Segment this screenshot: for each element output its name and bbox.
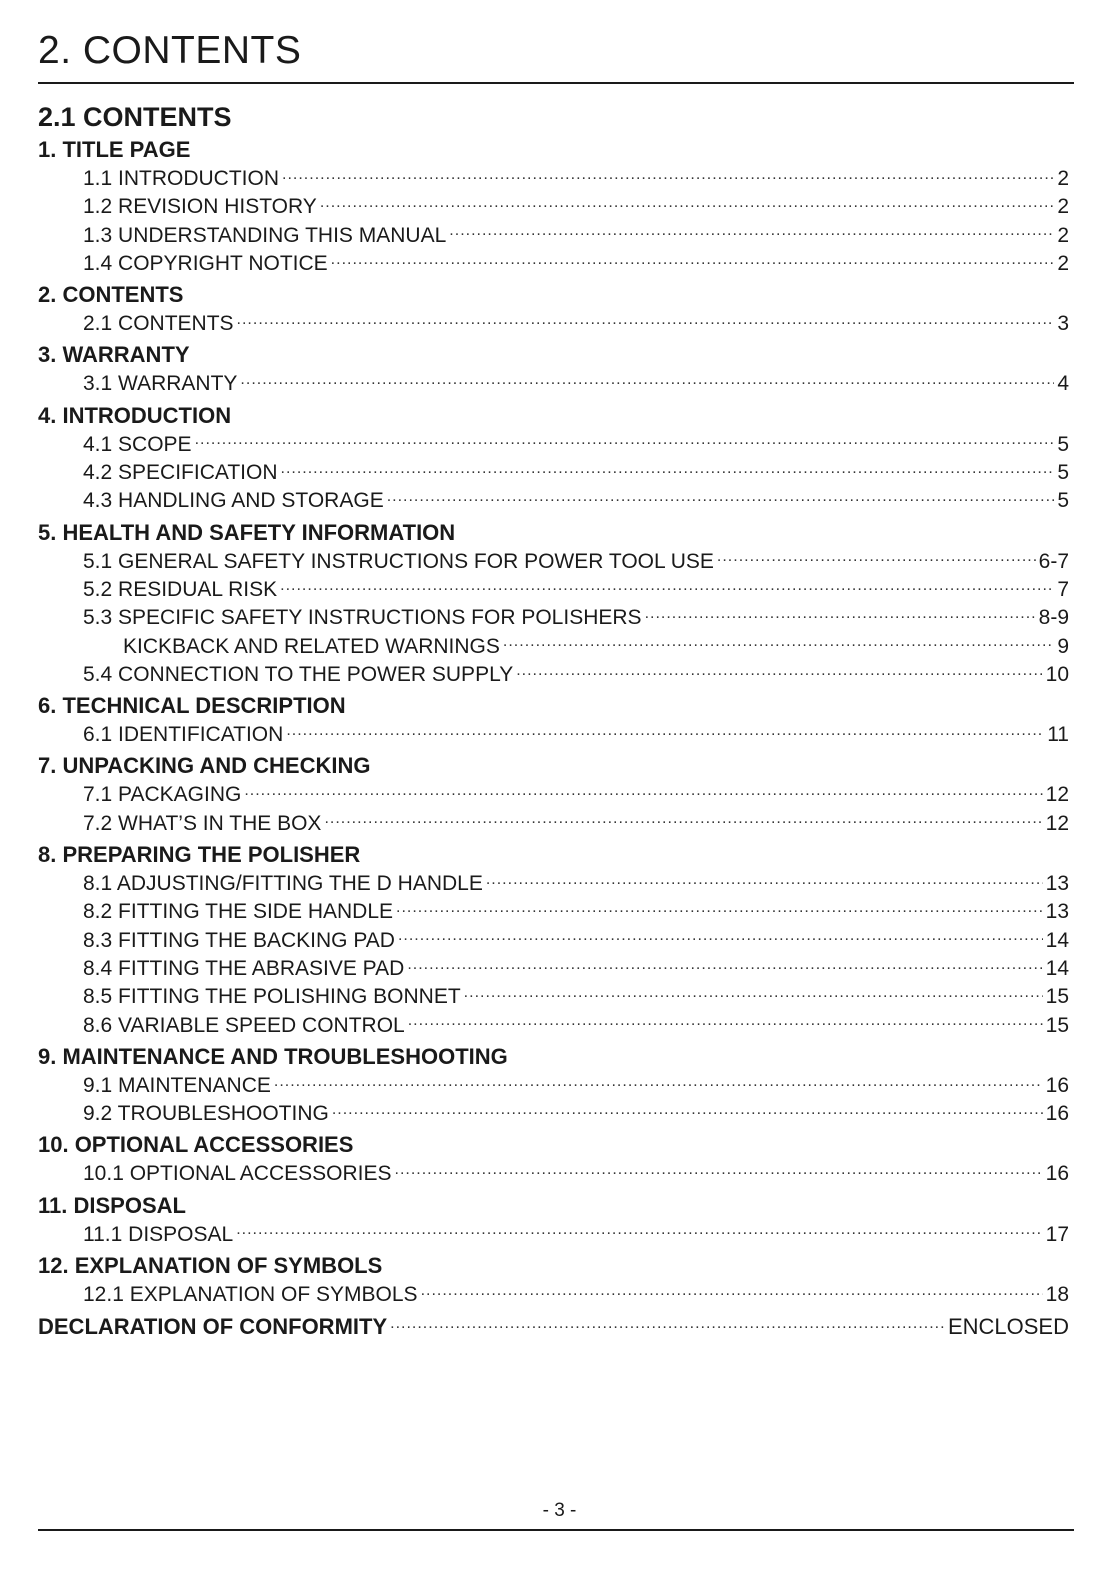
dot-leader	[407, 954, 1042, 975]
toc-entry-label: KICKBACK AND RELATED WARNINGS	[123, 634, 500, 658]
toc-entry-page: 17	[1045, 1222, 1069, 1246]
section-heading: 2.1 CONTENTS	[38, 102, 232, 132]
toc-entry-label: 6.1 IDENTIFICATION	[83, 723, 284, 747]
toc-entry[interactable]	[38, 603, 1069, 631]
toc-group-9-maintenance-and-troubleshooting	[38, 1043, 1069, 1128]
toc-group-2-contents	[38, 281, 1069, 337]
toc-entry-label: 10.1 OPTIONAL ACCESSORIES	[83, 1162, 392, 1186]
toc-entry-page: 15	[1045, 1013, 1069, 1037]
page-number: - 3 -	[542, 1500, 577, 1521]
toc-group-title: 1. TITLE PAGE	[38, 137, 191, 162]
dot-leader	[240, 369, 1054, 390]
toc-entry[interactable]	[38, 660, 1069, 688]
toc-entry-label: 8.5 FITTING THE POLISHING BONNET	[83, 985, 461, 1009]
dot-leader	[282, 164, 1054, 185]
header-divider	[38, 82, 1074, 84]
toc-group-1-title-page	[38, 136, 1069, 277]
toc-group-12-explanation-of-symbols	[38, 1252, 1069, 1308]
toc-group-title: 3. WARRANTY	[38, 342, 190, 368]
toc-entry[interactable]	[38, 221, 1069, 249]
toc-entry-label: 1.2 REVISION HISTORY	[83, 195, 317, 219]
toc-entry-page: 5	[1057, 461, 1069, 485]
toc-entry[interactable]	[38, 309, 1069, 337]
toc-entry-label: 5.2 RESIDUAL RISK	[83, 577, 278, 601]
dot-leader	[331, 249, 1055, 270]
toc-entry-page: 5	[1057, 489, 1069, 513]
toc-entry[interactable]	[38, 809, 1069, 837]
toc-entry-page: 8-9	[1038, 606, 1069, 630]
toc-group-11-disposal	[38, 1192, 1069, 1248]
toc-entry[interactable]	[38, 982, 1069, 1010]
toc-entry-label: 7.2 WHAT’S IN THE BOX	[83, 811, 322, 835]
toc-entry[interactable]	[38, 458, 1069, 486]
toc-entry-page: 13	[1045, 872, 1069, 896]
toc-group-7-unpacking-and-checking	[38, 752, 1069, 837]
toc-group-title: 11. DISPOSAL	[38, 1192, 186, 1218]
toc-entry[interactable]	[38, 575, 1069, 603]
toc-entry-page: 2	[1057, 167, 1069, 190]
toc-entry[interactable]	[38, 632, 1069, 660]
footer-divider	[38, 1529, 1074, 1531]
toc-group-4-introduction	[38, 402, 1069, 515]
dot-leader	[717, 547, 1036, 568]
toc-entry-page: 2	[1057, 195, 1069, 219]
dot-leader	[274, 1071, 1043, 1092]
dot-leader	[396, 897, 1043, 918]
toc-entry-label: 4.1 SCOPE	[83, 432, 192, 456]
dot-leader	[281, 458, 1055, 479]
toc-entry-label: 9.1 MAINTENANCE	[83, 1073, 271, 1097]
toc-group-title: 5. HEALTH AND SAFETY INFORMATION	[38, 519, 456, 545]
toc-entry-page: 7	[1057, 577, 1069, 601]
toc-entry[interactable]	[38, 486, 1069, 514]
dot-leader	[390, 1312, 945, 1334]
dot-leader	[236, 1220, 1042, 1241]
toc-entry-page: 4	[1057, 372, 1069, 396]
toc-entry-label: 3.1 WARRANTY	[83, 372, 238, 396]
toc-entry-label: 9.2 TROUBLESHOOTING	[83, 1102, 329, 1126]
toc-entry-page: 10	[1045, 662, 1069, 686]
toc-entry-label: 5.1 GENERAL SAFETY INSTRUCTIONS FOR POWER TOOL USE	[83, 549, 714, 573]
toc-entry[interactable]	[38, 192, 1069, 220]
toc-entry-page: 2	[1057, 223, 1069, 247]
toc-entry-label: 8.1 ADJUSTING/FITTING THE D HANDLE	[83, 872, 483, 896]
toc-entry[interactable]	[38, 1220, 1069, 1248]
dot-leader	[464, 982, 1043, 1003]
toc-entry-page: 14	[1045, 928, 1069, 952]
toc-entry-label: 12.1 EXPLANATION OF SYMBOLS	[83, 1283, 418, 1307]
toc-entry-label: 1.3 UNDERSTANDING THIS MANUAL	[83, 223, 447, 247]
dot-leader	[324, 809, 1042, 830]
toc-entry[interactable]	[38, 1011, 1069, 1039]
toc-entry-page: 12	[1045, 811, 1069, 835]
toc-entry[interactable]	[38, 249, 1069, 277]
toc-entry-label: 5.3 SPECIFIC SAFETY INSTRUCTIONS FOR POLISHERS	[83, 606, 642, 630]
toc-entry[interactable]	[38, 869, 1069, 897]
dot-leader	[395, 1159, 1043, 1180]
toc-group-title: 8. PREPARING THE POLISHER	[38, 842, 361, 868]
toc-entry-page: 11	[1047, 723, 1069, 747]
toc-entry[interactable]	[38, 1280, 1069, 1308]
toc-entry-page: 14	[1045, 956, 1069, 980]
toc-entry[interactable]	[38, 430, 1069, 458]
toc-entry-label: 1.1 INTRODUCTION	[83, 167, 280, 190]
dot-leader	[645, 603, 1036, 624]
toc-group-title: 9. MAINTENANCE AND TROUBLESHOOTING	[38, 1043, 508, 1069]
toc-entry-label: 8.3 FITTING THE BACKING PAD	[83, 928, 395, 952]
toc-entry-label: 2.1 CONTENTS	[83, 312, 234, 336]
toc-entry[interactable]	[38, 926, 1069, 954]
toc-entry-page: 16	[1045, 1102, 1069, 1126]
dot-leader	[280, 575, 1054, 596]
dot-leader	[503, 632, 1054, 653]
toc-entry-page: 3	[1057, 312, 1069, 336]
page-header	[38, 28, 1074, 74]
toc-group-title: 6. TECHNICAL DESCRIPTION	[38, 693, 346, 719]
toc-entry-label: 11.1 DISPOSAL	[83, 1222, 234, 1246]
toc-entry[interactable]	[38, 547, 1069, 575]
toc-entry[interactable]	[38, 780, 1069, 808]
dot-leader	[195, 430, 1055, 451]
toc-entry-label: 4.3 HANDLING AND STORAGE	[83, 489, 384, 513]
table-of-contents	[38, 136, 1069, 1341]
toc-group-3-warranty	[38, 341, 1069, 397]
toc-entry-page: 16	[1045, 1162, 1069, 1186]
toc-group-10-optional-accessories	[38, 1131, 1069, 1187]
toc-entry[interactable]	[38, 369, 1069, 397]
toc-group-title: 12. EXPLANATION OF SYMBOLS	[38, 1253, 383, 1279]
dot-leader	[320, 192, 1055, 213]
toc-group-5-health-and-safety-information	[38, 519, 1069, 688]
toc-entry[interactable]	[38, 720, 1069, 748]
toc-entry-page: ENCLOSED	[947, 1314, 1069, 1340]
toc-group-8-preparing-the-polisher	[38, 841, 1069, 1039]
toc-entry-page: 12	[1045, 783, 1069, 807]
dot-leader	[237, 309, 1055, 330]
toc-entry-label: 5.4 CONNECTION TO THE POWER SUPPLY	[83, 662, 514, 686]
toc-entry-declaration[interactable]	[38, 1312, 1069, 1340]
toc-entry-page: 5	[1057, 432, 1069, 456]
dot-leader	[516, 660, 1042, 681]
toc-entry-label: DECLARATION OF CONFORMITY	[38, 1314, 388, 1340]
dot-leader	[332, 1099, 1043, 1120]
toc-group-title: 4. INTRODUCTION	[38, 402, 232, 428]
toc-entry-page: 2	[1057, 251, 1069, 275]
dot-leader	[398, 926, 1043, 947]
toc-entry[interactable]	[38, 1099, 1069, 1127]
toc-group-title: 2. CONTENTS	[38, 282, 184, 308]
toc-entry[interactable]	[38, 954, 1069, 982]
dot-leader	[421, 1280, 1043, 1301]
toc-group-title: 10. OPTIONAL ACCESSORIES	[38, 1132, 354, 1158]
toc-entry[interactable]	[38, 164, 1069, 192]
toc-entry-label: 7.1 PACKAGING	[83, 783, 242, 807]
toc-entry[interactable]	[38, 1159, 1069, 1187]
toc-entry-page: 6-7	[1038, 549, 1069, 573]
toc-group-title: 7. UNPACKING AND CHECKING	[38, 753, 371, 779]
dot-leader	[244, 780, 1042, 801]
toc-entry-label: 8.4 FITTING THE ABRASIVE PAD	[83, 956, 405, 980]
toc-entry-page: 15	[1045, 985, 1069, 1009]
dot-leader	[408, 1011, 1043, 1032]
dot-leader	[387, 486, 1055, 507]
toc-group-6-technical-description	[38, 692, 1069, 748]
dot-leader	[449, 221, 1054, 242]
toc-entry-page: 18	[1045, 1283, 1069, 1307]
toc-entry-page: 16	[1045, 1073, 1069, 1097]
page-title: 2. CONTENTS	[38, 29, 302, 72]
toc-entry-label: 4.2 SPECIFICATION	[83, 461, 278, 485]
toc-entry[interactable]	[38, 1071, 1069, 1099]
toc-entry-label: 8.6 VARIABLE SPEED CONTROL	[83, 1013, 405, 1037]
toc-entry-page: 13	[1045, 900, 1069, 924]
dot-leader	[286, 720, 1044, 741]
toc-entry-page: 9	[1057, 634, 1069, 658]
toc-entry[interactable]	[38, 897, 1069, 925]
dot-leader	[486, 869, 1043, 890]
toc-entry-label: 1.4 COPYRIGHT NOTICE	[83, 251, 328, 275]
toc-entry-label: 8.2 FITTING THE SIDE HANDLE	[83, 900, 394, 924]
